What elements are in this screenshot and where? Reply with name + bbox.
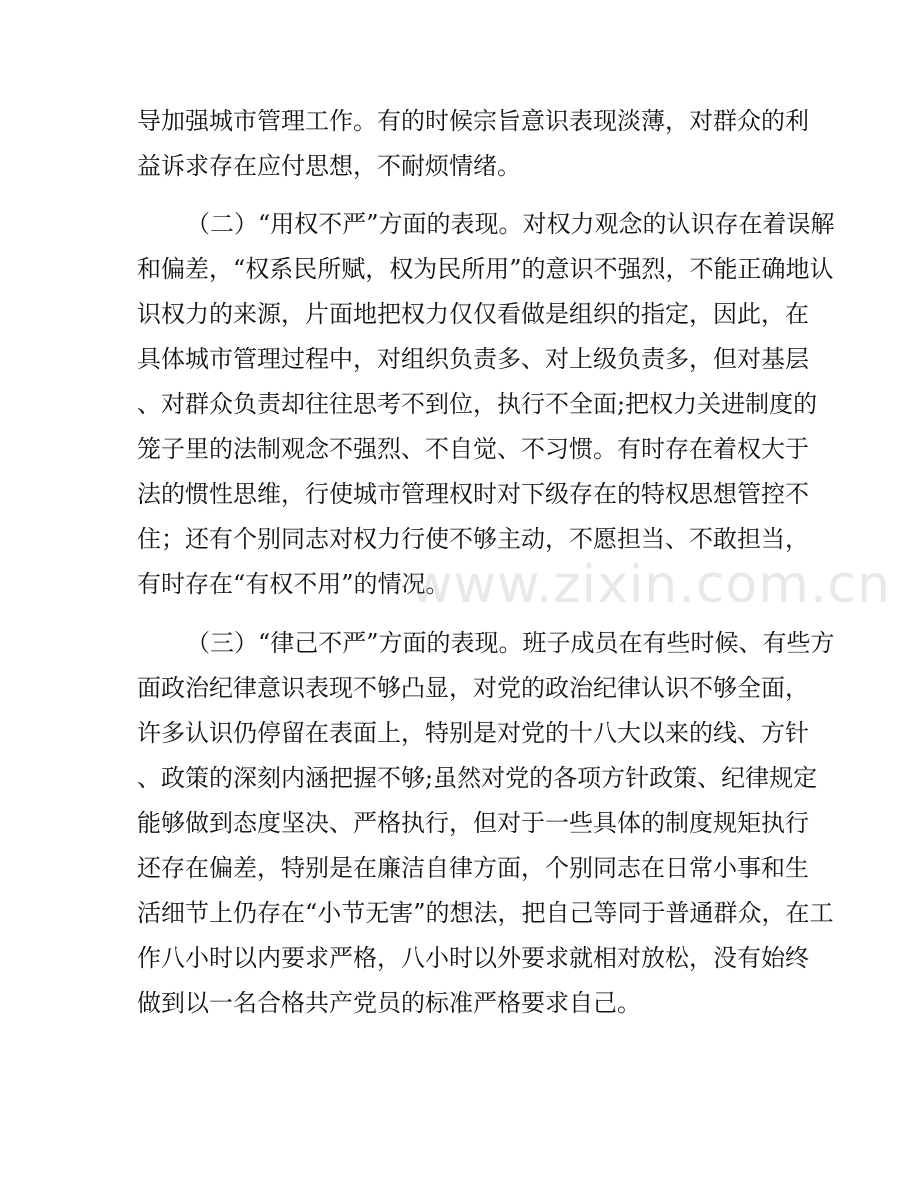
paragraph-3-line-1: （三）“律己不严”方面的表现。班子成员在有些时候、有些方 (186, 629, 835, 657)
paragraph-1-line-1: 导加强城市管理工作。有的时候宗旨意识表现淡薄，对群众的利 (137, 107, 809, 135)
paragraph-3-line-8: 作八小时以内要求严格，八小时以外要求就相对放松，没有始终 (137, 944, 809, 972)
paragraph-2-line-6: 笼子里的法制观念不强烈、不自觉、不习惯。有时存在着权大于 (137, 435, 809, 463)
paragraph-3-line-6: 还存在偏差，特别是在廉洁自律方面，个别同志在日常小事和生 (137, 854, 809, 882)
paragraph-1-line-2: 益诉求存在应付思想，不耐烦情绪。 (137, 152, 521, 180)
paragraph-2-line-1: （二）“用权不严”方面的表现。对权力观念的认识存在着误解 (186, 210, 835, 238)
paragraph-3-line-4: 、政策的深刻内涵把握不够;虽然对党的各项方针政策、纪律规定 (137, 764, 818, 792)
watermark-text: www.zixin.com.cn (410, 555, 891, 615)
paragraph-2-line-9: 有时存在“有权不用”的情况。 (137, 570, 450, 598)
paragraph-2-line-8: 住；还有个别同志对权力行使不够主动，不愿担当、不敢担当， (137, 525, 809, 553)
paragraph-3-line-9: 做到以一名合格共产党员的标准严格要求自己。 (137, 989, 641, 1017)
paragraph-3-line-2: 面政治纪律意识表现不够凸显，对党的政治纪律认识不够全面， (137, 674, 809, 702)
paragraph-2-line-5: 、对群众负责却往往思考不到位，执行不全面;把权力关进制度的 (137, 390, 818, 418)
paragraph-2-line-2: 和偏差，“权系民所赋，权为民所用”的意识不强烈，不能正确地认 (137, 255, 834, 283)
paragraph-3-line-3: 许多认识仍停留在表面上，特别是对党的十八大以来的线、方针 (137, 719, 809, 747)
paragraph-3-line-7: 活细节上仍存在“小节无害”的想法，把自己等同于普通群众，在工 (137, 899, 834, 927)
paragraph-2-line-4: 具体城市管理过程中，对组织负责多、对上级负责多，但对基层 (137, 345, 809, 373)
paragraph-2-line-3: 识权力的来源，片面地把权力仅仅看做是组织的指定，因此，在 (137, 300, 809, 328)
paragraph-2-line-7: 法的惯性思维，行使城市管理权时对下级存在的特权思想管控不 (137, 480, 809, 508)
paragraph-3-line-5: 能够做到态度坚决、严格执行，但对于一些具体的制度规矩执行 (137, 809, 809, 837)
